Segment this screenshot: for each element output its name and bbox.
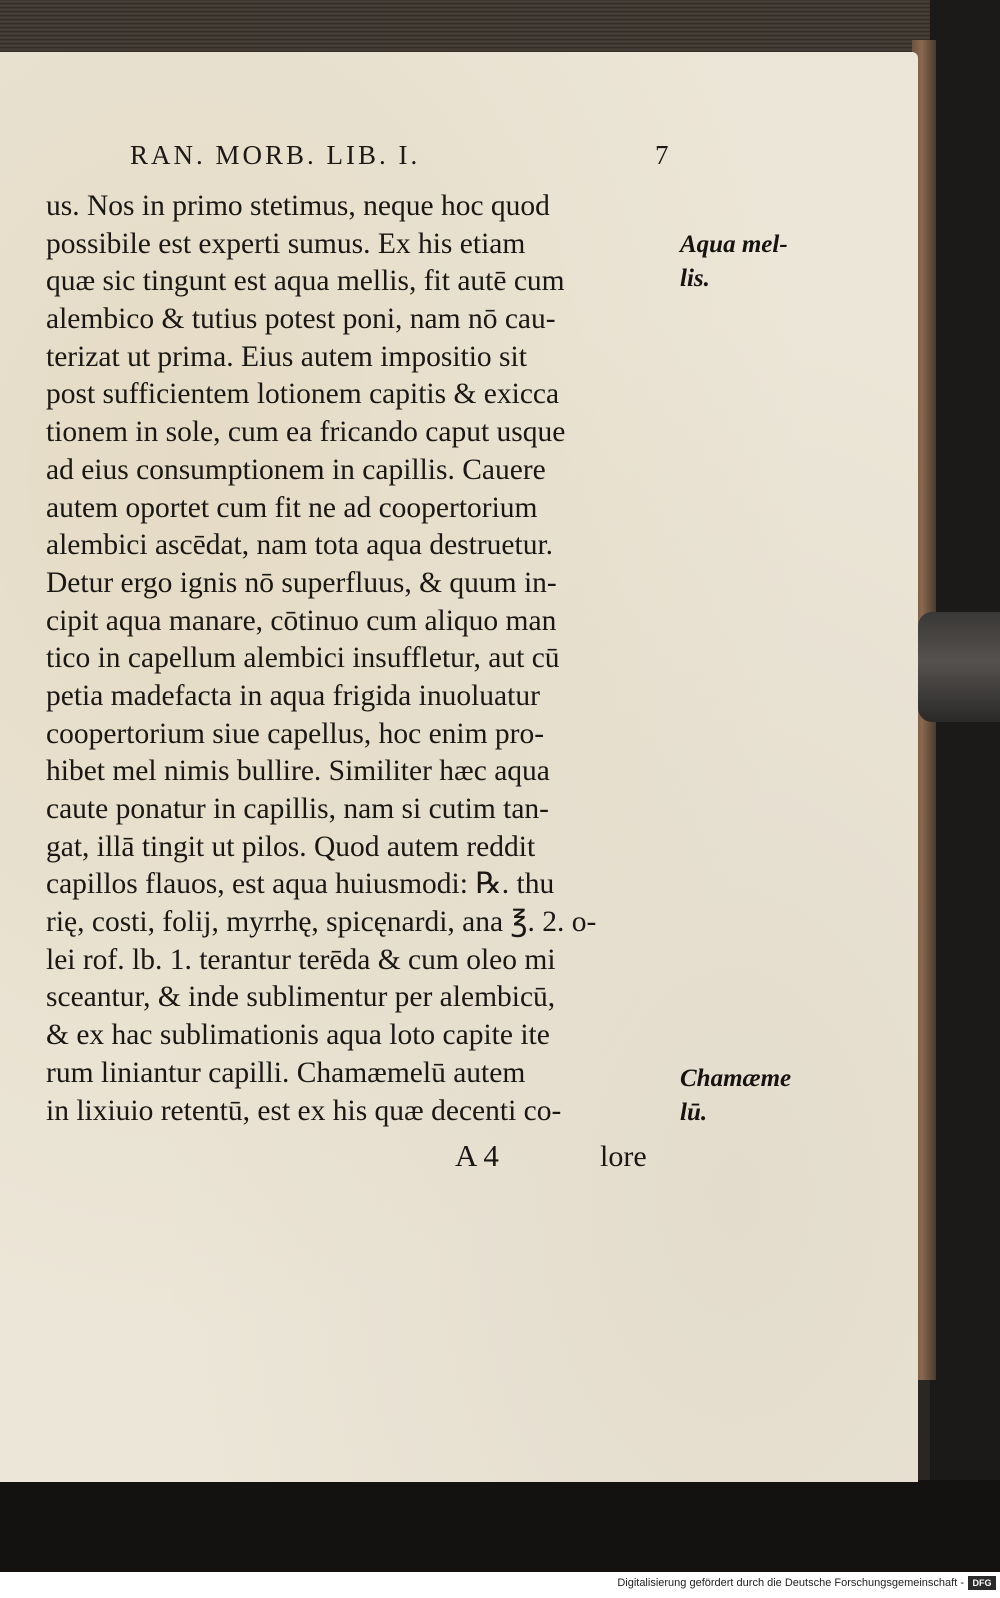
text-line: tionem in sole, cum ea fricando caput usque [46, 416, 566, 449]
bottom-shadow [0, 1480, 1000, 1572]
text-line: ad eius consumptionem in capillis. Cauere [46, 453, 546, 486]
margin-note-line: lū. [680, 1099, 708, 1126]
footer-credit: Digitalisierung gefördert durch die Deutsche Forschungsgemeinschaft - [617, 1577, 964, 1589]
body-text [46, 188, 676, 1130]
folio-number: 7 [655, 140, 672, 170]
text-line: in lixiuio retentū, est ex his quæ decenti co- [46, 1094, 562, 1127]
text-line: alembico & tutius potest poni, nam nō cau- [46, 303, 556, 336]
text-line: tico in capellum alembici insuffletur, aut cū [46, 642, 560, 675]
text-line: rię, costi, folij, myrrhę, spicęnardi, ana ℥. 2. o- [46, 906, 597, 939]
running-head: RAN. MORB. LIB. I. [130, 140, 421, 170]
margin-note-aqua-mellis [680, 228, 810, 296]
text-line: possibile est experti sumus. Ex his etiam [46, 227, 526, 260]
margin-note-line: lis. [680, 265, 710, 292]
text-line: quæ sic tingunt est aqua mellis, fit autē cum [46, 265, 565, 298]
text-line: coopertorium siue capellus, hoc enim pro- [46, 717, 545, 750]
page-edges [0, 0, 960, 60]
footer-bar [0, 1572, 1000, 1598]
text-line: capillos flauos, est aqua huiusmodi: ℞. thu [46, 868, 555, 901]
margin-note-chamaemelum [680, 1062, 810, 1130]
text-line: & ex hac sublimationis aqua loto capite ite [46, 1019, 550, 1052]
text-line: lei rof. lb. 1. terantur terēda & cum oleo mi [46, 943, 556, 976]
text-line: petia madefacta in aqua frigida inuoluatur [46, 679, 540, 712]
text-line: autem oportet cum fit ne ad coopertorium [46, 491, 538, 524]
text-line: hibet mel nimis bullire. Similiter hæc aqua [46, 755, 550, 788]
binding-shadow [930, 0, 1000, 1572]
text-line: sceantur, & inde sublimentur per alembicū, [46, 981, 556, 1014]
text-line: terizat ut prima. Eius autem impositio sit [46, 340, 527, 373]
margin-note-line: Aqua mel- [680, 231, 788, 258]
catchword: lore [600, 1140, 647, 1173]
text-line: gat, illā tingit ut pilos. Quod autem reddit [46, 830, 536, 863]
book-clasp [918, 612, 1000, 722]
text-line: us. Nos in primo stetimus, neque hoc quod [46, 190, 550, 222]
text-line: post sufficientem lotionem capitis & exicca [46, 378, 560, 411]
dfg-logo: DFG [968, 1576, 996, 1590]
margin-note-line: Chamæme [680, 1065, 792, 1092]
running-header [130, 140, 690, 171]
text-line: Detur ergo ignis nō superfluus, & quum in- [46, 566, 557, 599]
text-line: cipit aqua manare, cōtinuo cum aliquo man [46, 604, 557, 637]
text-line: caute ponatur in capillis, nam si cutim tan- [46, 793, 549, 825]
signature-mark: A 4 [455, 1138, 499, 1173]
text-line: alembici ascēdat, nam tota aqua destruetur. [46, 529, 554, 562]
text-line: rum liniantur capilli. Chamæmelū autem [46, 1056, 526, 1089]
